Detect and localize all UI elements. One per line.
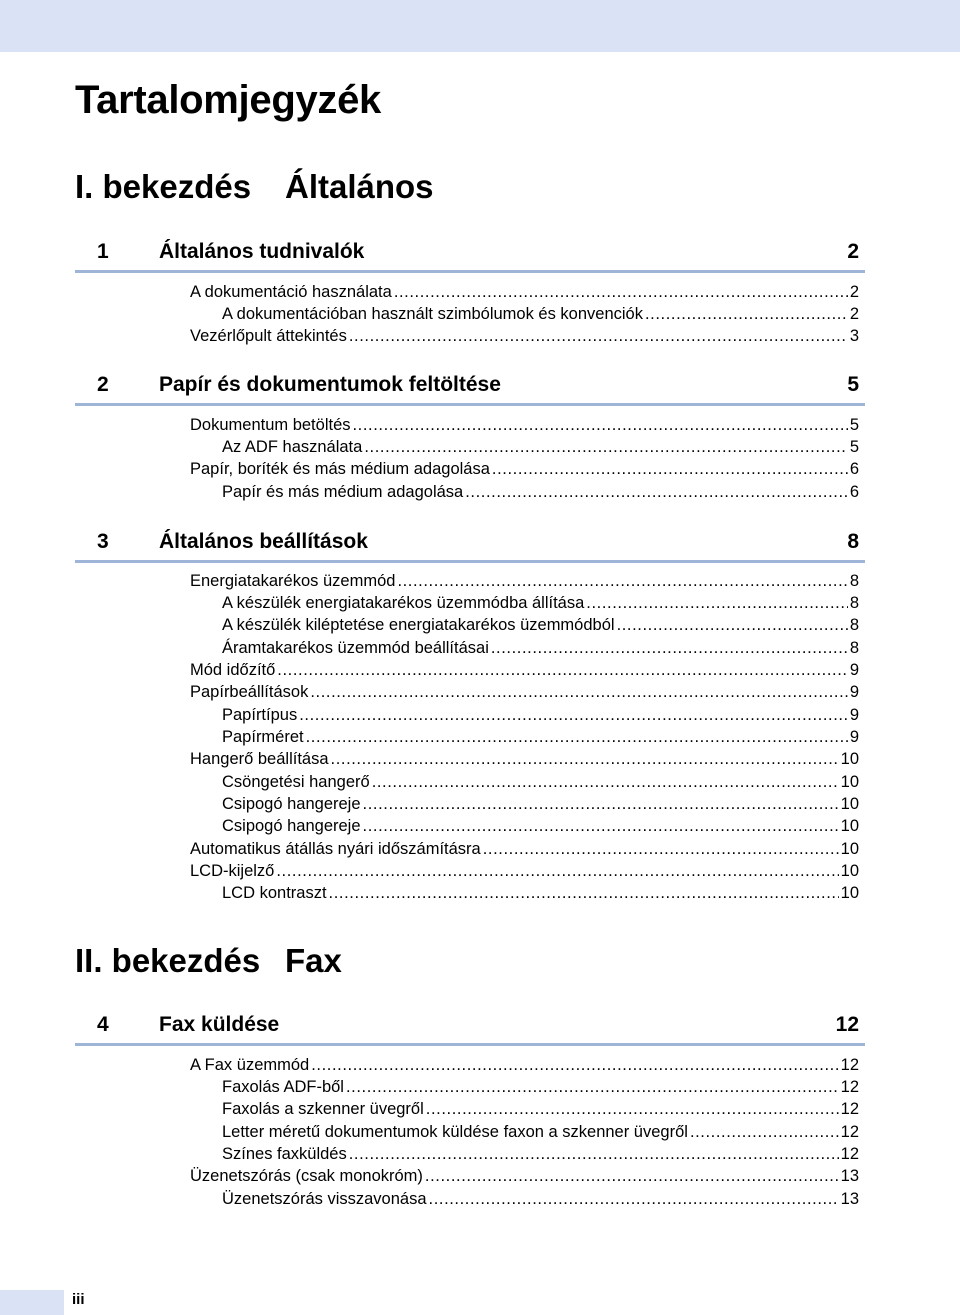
entry-page: 3	[849, 327, 859, 345]
chapter-title: Fax küldése	[159, 1013, 280, 1036]
part-name: Fax	[285, 942, 342, 979]
entry-title: A készülék kiléptetése energiatakarékos üzemmódból	[222, 616, 615, 634]
dot-leader	[349, 325, 848, 347]
chapter-title: Általános tudnivalók	[159, 240, 365, 263]
dot-leader	[645, 303, 848, 325]
toc-entry[interactable]	[190, 748, 859, 770]
toc-entry[interactable]	[222, 436, 859, 458]
chapter-2-heading[interactable]	[75, 369, 865, 406]
dot-leader	[277, 659, 848, 681]
entry-title: A készülék energiatakarékos üzemmódba állítása	[222, 594, 585, 612]
entry-title: Papírtípus	[222, 706, 298, 724]
entry-page: 5	[849, 416, 859, 434]
dot-leader	[483, 838, 839, 860]
dot-leader	[586, 592, 848, 614]
dot-leader	[311, 1054, 838, 1076]
toc-entry[interactable]	[222, 815, 859, 837]
dot-leader	[331, 748, 839, 770]
toc-entry[interactable]	[222, 303, 859, 325]
dot-leader	[299, 704, 848, 726]
entry-page: 8	[849, 616, 859, 634]
dot-leader	[425, 1165, 839, 1187]
entry-title: Üzenetszórás (csak monokróm)	[190, 1167, 423, 1185]
entry-page: 10	[840, 862, 859, 880]
part-heading-1[interactable]	[75, 168, 434, 206]
entry-title: Vezérlőpult áttekintés	[190, 327, 347, 345]
chapter-number: 3	[97, 530, 109, 553]
toc-entry[interactable]	[222, 882, 859, 904]
entry-page: 8	[849, 639, 859, 657]
entry-title: Áramtakarékos üzemmód beállításai	[222, 639, 489, 657]
toc-entry[interactable]	[190, 458, 859, 480]
entry-page: 9	[849, 661, 859, 679]
chapter-1-heading[interactable]	[75, 236, 865, 273]
entry-title: A Fax üzemmód	[190, 1056, 310, 1074]
dot-leader	[363, 793, 839, 815]
entry-page: 10	[840, 773, 859, 791]
dot-leader	[690, 1121, 839, 1143]
entry-page: 10	[840, 840, 859, 858]
chapter-number: 1	[97, 240, 109, 263]
toc-entry[interactable]	[190, 681, 859, 703]
toc-entry[interactable]	[222, 1188, 859, 1210]
entry-page: 5	[849, 438, 859, 456]
entry-page: 9	[849, 706, 859, 724]
chapter-number: 4	[97, 1013, 109, 1036]
entry-title: A dokumentáció használata	[190, 283, 392, 301]
entry-title: Üzenetszórás visszavonása	[222, 1190, 427, 1208]
dot-leader	[372, 771, 839, 793]
dot-leader	[349, 1143, 839, 1165]
entry-page: 10	[840, 884, 859, 902]
dot-leader	[465, 481, 848, 503]
toc-entry[interactable]	[222, 1076, 859, 1098]
toc-entry[interactable]	[190, 860, 859, 882]
toc-entry[interactable]	[190, 325, 859, 347]
dot-leader	[353, 414, 848, 436]
entry-title: LCD kontraszt	[222, 884, 327, 902]
entry-page: 12	[840, 1123, 859, 1141]
entry-title: Csipogó hangereje	[222, 817, 361, 835]
toc-entry[interactable]	[222, 614, 859, 636]
dot-leader	[310, 681, 847, 703]
entry-title: Faxolás ADF-ből	[222, 1078, 344, 1096]
toc-entry[interactable]	[190, 838, 859, 860]
dot-leader	[426, 1098, 839, 1120]
dot-leader	[394, 281, 848, 303]
entry-page: 9	[849, 683, 859, 701]
entry-title: Papír és más médium adagolása	[222, 483, 464, 501]
entry-page: 8	[849, 572, 859, 590]
chapter-3-heading[interactable]	[75, 526, 865, 563]
entry-page: 10	[840, 795, 859, 813]
toc-entry[interactable]	[190, 1054, 859, 1076]
entry-page: 8	[849, 594, 859, 612]
entry-title: Letter méretű dokumentumok küldése faxon a szkenner üvegről	[222, 1123, 688, 1141]
toc-entry[interactable]	[190, 1165, 859, 1187]
entry-page: 6	[849, 483, 859, 501]
entry-page: 13	[840, 1190, 859, 1208]
part-heading-2[interactable]	[75, 942, 342, 980]
dot-leader	[397, 570, 847, 592]
entry-title: Hangerő beállítása	[190, 750, 329, 768]
entry-page: 12	[840, 1100, 859, 1118]
page-title: Tartalomjegyzék	[75, 78, 381, 122]
dot-leader	[306, 726, 848, 748]
dot-leader	[346, 1076, 839, 1098]
entry-page: 9	[849, 728, 859, 746]
entry-page: 12	[840, 1078, 859, 1096]
entry-page: 6	[849, 460, 859, 478]
entry-title: Papír, boríték és más médium adagolása	[190, 460, 490, 478]
entry-title: Faxolás a szkenner üvegről	[222, 1100, 424, 1118]
chapter-4-heading[interactable]	[75, 1009, 865, 1046]
chapter-page: 12	[835, 1013, 859, 1036]
toc-entry[interactable]	[222, 793, 859, 815]
entry-page: 12	[840, 1145, 859, 1163]
entry-page: 13	[840, 1167, 859, 1185]
chapter-number: 2	[97, 373, 109, 396]
entry-page: 2	[849, 305, 859, 323]
toc-entry[interactable]	[190, 414, 859, 436]
chapter-title: Általános beállítások	[159, 530, 368, 553]
footer-band	[0, 1290, 64, 1315]
toc-entry[interactable]	[190, 659, 859, 681]
entry-title: Papírméret	[222, 728, 304, 746]
part-number: I. bekezdés	[75, 168, 252, 205]
entry-page: 10	[840, 750, 859, 768]
dot-leader	[429, 1188, 839, 1210]
toc-entry[interactable]	[222, 1098, 859, 1120]
entry-title: Papírbeállítások	[190, 683, 309, 701]
toc-entry[interactable]	[222, 771, 859, 793]
page-number: iii	[72, 1291, 85, 1308]
toc-entry[interactable]	[222, 592, 859, 614]
entry-title: Csipogó hangereje	[222, 795, 361, 813]
entry-title: A dokumentációban használt szimbólumok és konvenciók	[222, 305, 643, 323]
dot-leader	[617, 614, 848, 636]
toc-entry[interactable]	[222, 704, 859, 726]
entry-page: 10	[840, 817, 859, 835]
toc-entry[interactable]	[190, 281, 859, 303]
entry-title: LCD-kijelző	[190, 862, 275, 880]
toc-entry[interactable]	[222, 1143, 859, 1165]
chapter-page: 5	[847, 373, 859, 396]
toc-entry[interactable]	[222, 1121, 859, 1143]
toc-entry[interactable]	[190, 570, 859, 592]
part-number: II. bekezdés	[75, 942, 261, 979]
toc-entry[interactable]	[222, 726, 859, 748]
chapter-page: 2	[847, 240, 859, 263]
entry-page: 12	[840, 1056, 859, 1074]
entry-title: Energiatakarékos üzemmód	[190, 572, 396, 590]
entry-title: Mód időzítő	[190, 661, 276, 679]
entry-title: Színes faxküldés	[222, 1145, 347, 1163]
toc-entry[interactable]	[222, 637, 859, 659]
dot-leader	[364, 436, 847, 458]
dot-leader	[329, 882, 839, 904]
entry-title: Az ADF használata	[222, 438, 363, 456]
chapter-page: 8	[847, 530, 859, 553]
toc-entry[interactable]	[222, 481, 859, 503]
chapter-title: Papír és dokumentumok feltöltése	[159, 373, 501, 396]
header-band	[0, 0, 960, 52]
dot-leader	[276, 860, 838, 882]
part-name: Általános	[285, 168, 434, 205]
entry-title: Automatikus átállás nyári időszámításra	[190, 840, 481, 858]
entry-page: 2	[849, 283, 859, 301]
entry-title: Dokumentum betöltés	[190, 416, 351, 434]
dot-leader	[491, 637, 848, 659]
entry-title: Csöngetési hangerő	[222, 773, 370, 791]
dot-leader	[492, 458, 848, 480]
dot-leader	[363, 815, 839, 837]
